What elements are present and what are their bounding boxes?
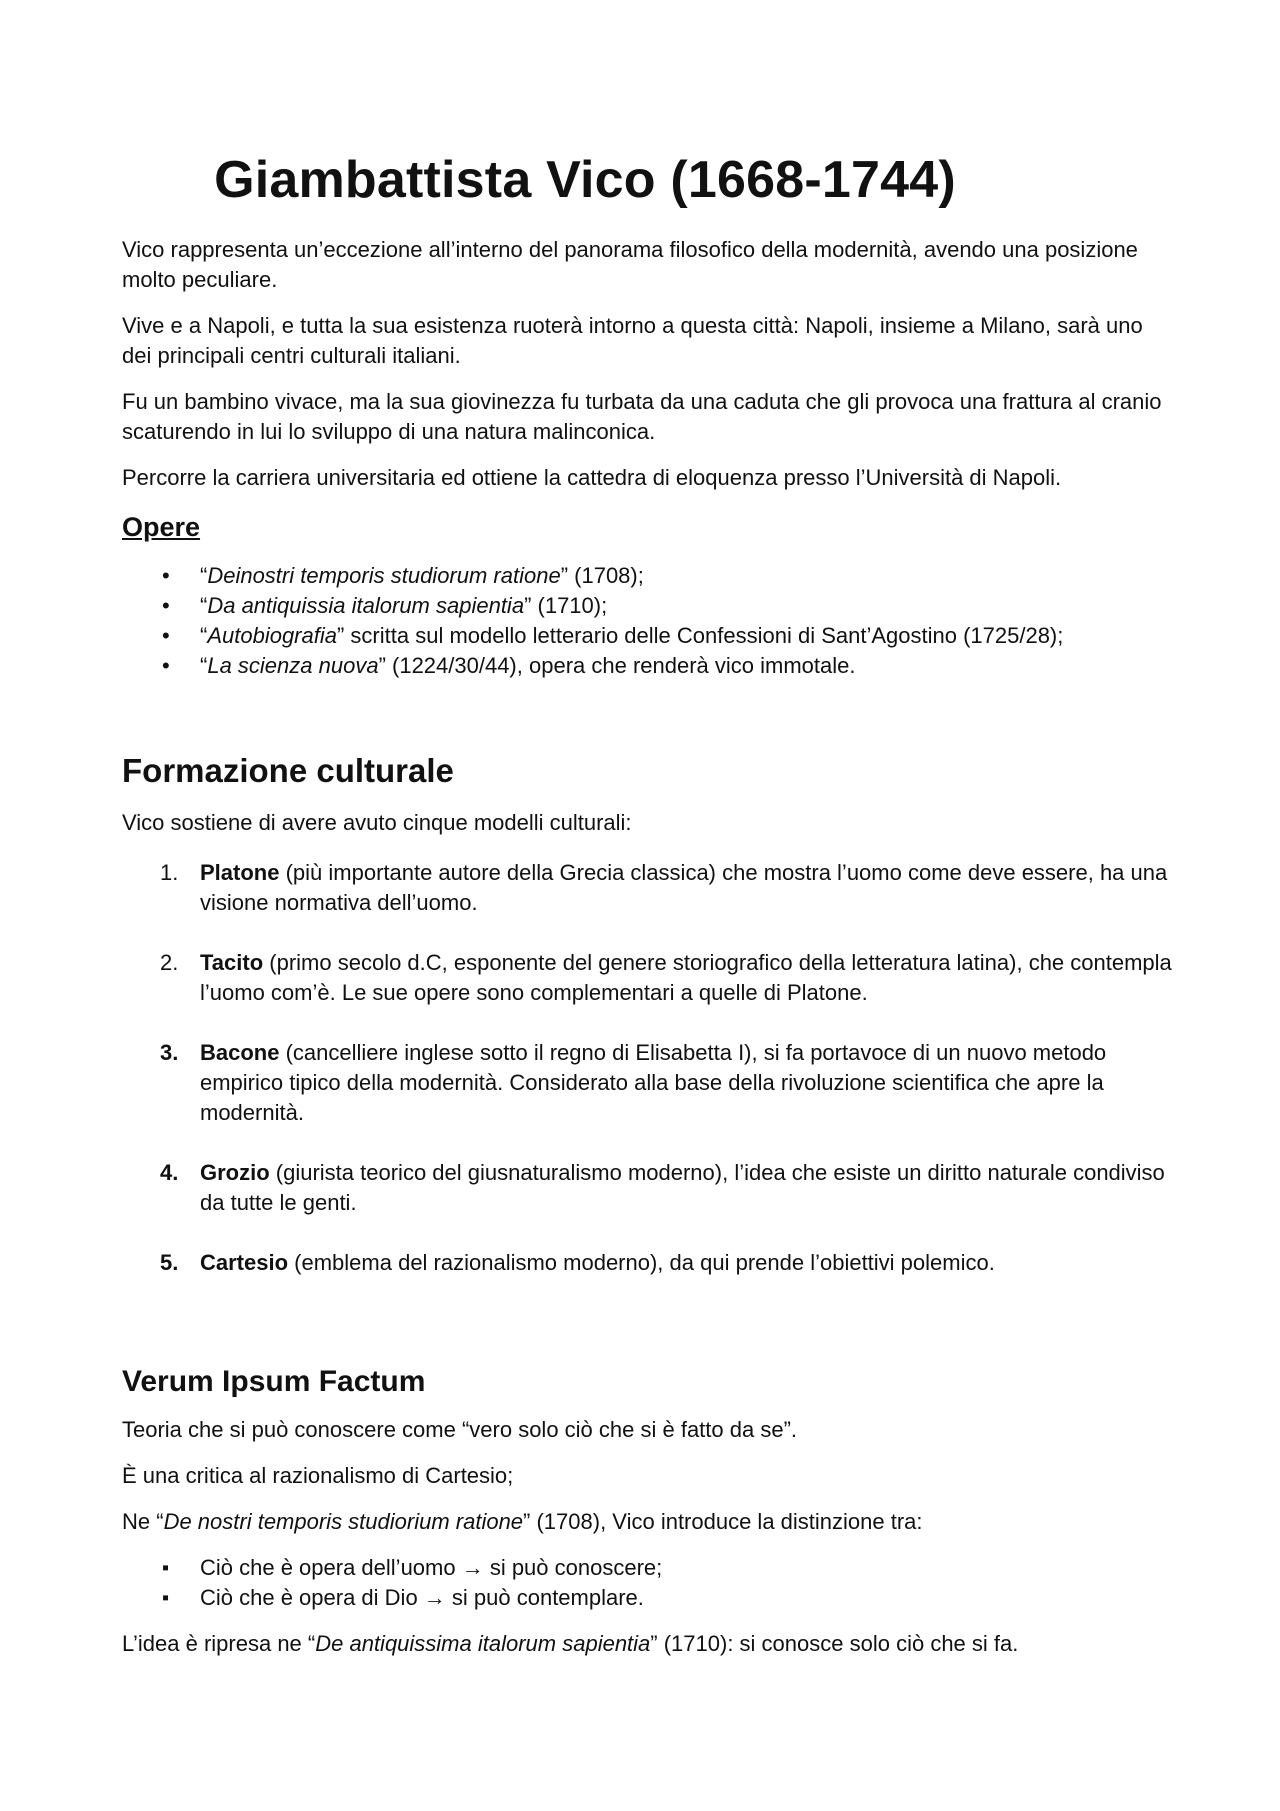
list-item: 4. Grozio (giurista teorico del giusnaturalismo moderno), l’idea che esiste un diritto naturale condiviso da tutte le genti. xyxy=(160,1160,1165,1215)
intro-paragraph: Vico rappresenta un’eccezione all’interno del panorama filosofico della modernità, avendo una posizione molto peculiare. xyxy=(122,237,1138,292)
list-item: 2. Tacito (primo secolo d.C, esponente del genere storiografico della letteratura latina), che contempla l’uomo com’è. Le sue opere sono complementari a quelle di Platone. xyxy=(160,950,1172,1005)
list-item: 1. Platone (più importante autore della Grecia classica) che mostra l’uomo come deve essere, ha una visione normativa dell’uomo. xyxy=(160,860,1168,915)
verum-paragraph: L’idea è ripresa ne “De antiquissima italorum sapientia” (1710): si conosce solo ciò che si fa. xyxy=(122,1631,1019,1656)
intro-paragraph: Fu un bambino vivace, ma la sua giovinezza fu turbata da una caduta che gli provoca una frattura al cranio scaturendo in lui lo sviluppo di una natura malinconica. xyxy=(122,389,1162,444)
verum-paragraph: Ne “De nostri temporis studiorium ratione” (1708), Vico introduce la distinzione tra: xyxy=(122,1509,923,1534)
list-item: • “Deinostri temporis studiorum ratione” (1708); xyxy=(122,561,1172,591)
verum-paragraph: Teoria che si può conoscere come “vero solo ciò che si è fatto da se”. xyxy=(122,1417,798,1442)
verum-paragraph: È una critica al razionalismo di Cartesio; xyxy=(122,1463,514,1488)
opere-section xyxy=(122,512,1172,681)
formazione-section xyxy=(122,752,1172,1308)
list-item: ▪ Ciò che è opera di Dio → si può contemplare. xyxy=(122,1583,1172,1613)
list-item: 5. Cartesio (emblema del razionalismo moderno), da qui prende l’obiettivi polemico. xyxy=(160,1250,995,1275)
verum-heading: Verum Ipsum Factum xyxy=(122,1365,426,1398)
distinzione-list xyxy=(122,1553,1172,1613)
opere-list xyxy=(122,561,1172,681)
opere-heading: Opere xyxy=(122,512,201,542)
list-item: 3. Bacone (cancelliere inglese sotto il regno di Elisabetta I), si fa portavoce di un nuovo metodo empirico tipico della modernità. Considerato alla base della rivoluzione scientifica che apre la modernità. xyxy=(160,1040,1107,1125)
intro-paragraph: Vive e a Napoli, e tutta la sua esistenza ruoterà intorno a questa città: Napoli, insieme a Milano, sarà uno dei principali centri culturali italiani. xyxy=(122,313,1143,368)
modelli-list xyxy=(122,858,1172,1278)
verum-section xyxy=(122,1365,1172,1659)
formazione-heading: Formazione culturale xyxy=(122,752,454,789)
list-item: • “Autobiografia” scritta sul modello letterario delle Confessioni di Sant’Agostino (1725/28); xyxy=(122,621,1172,651)
list-item: • “Da antiquissia italorum sapientia” (1710); xyxy=(122,591,1172,621)
page-title: Giambattista Vico (1668-1744) xyxy=(214,151,956,209)
list-item: ▪ Ciò che è opera dell’uomo → si può conoscere; xyxy=(122,1553,1172,1583)
list-item: • “La scienza nuova” (1224/30/44), opera che renderà vico immotale. xyxy=(122,651,1172,681)
formazione-intro: Vico sostiene di avere avuto cinque modelli culturali: xyxy=(122,810,632,835)
intro-section xyxy=(122,235,1172,493)
intro-paragraph: Percorre la carriera universitaria ed ottiene la cattedra di eloquenza presso l’Università di Napoli. xyxy=(122,465,1062,490)
